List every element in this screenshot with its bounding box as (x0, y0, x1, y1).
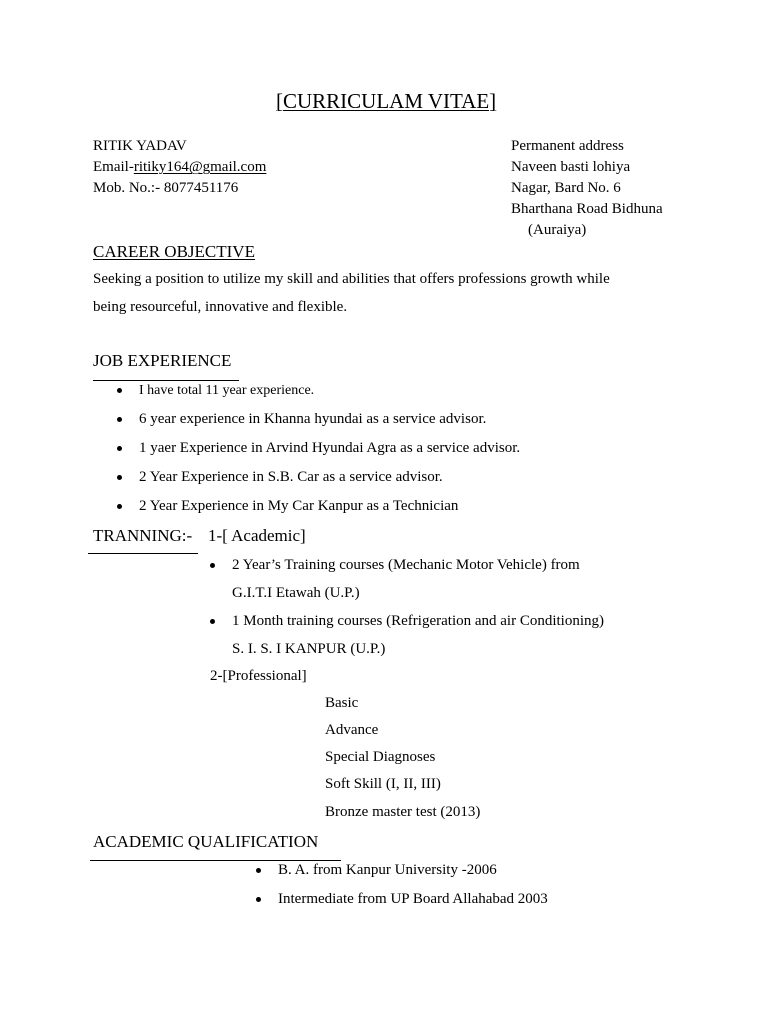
training-academic-label: 1-[ Academic] (208, 526, 306, 545)
training-item: 2 Year’s Training courses (Mechanic Motor Vehicle) from (232, 557, 580, 573)
training-professional-label: 2-[Professional] (210, 668, 307, 684)
career-objective-heading: CAREER OBJECTIVE (93, 242, 255, 261)
email-line (93, 160, 266, 175)
email-label: Email- (93, 159, 134, 175)
mobile-number: Mob. No.:- 8077451176 (93, 180, 239, 196)
bullet-icon (117, 475, 122, 480)
career-objective-text: Seeking a position to utilize my skill and abilities that offers professions growth while (93, 271, 610, 287)
academic-qualification-item: Intermediate from UP Board Allahabad 2003 (278, 891, 548, 907)
document-title: [CURRICULAM VITAE] (276, 89, 497, 113)
job-experience-item: 2 Year Experience in My Car Kanpur as a Technician (139, 498, 459, 514)
bullet-icon (210, 619, 215, 624)
bullet-icon (117, 504, 122, 509)
bullet-icon (117, 417, 122, 422)
job-experience-heading: JOB EXPERIENCE (93, 351, 232, 370)
training-item-institute: S. I. S. I KANPUR (U.P.) (232, 641, 386, 657)
address-line: Nagar, Bard No. 6 (511, 180, 621, 196)
professional-item: Special Diagnoses (325, 749, 436, 765)
professional-item: Basic (325, 695, 359, 711)
academic-qualification-heading: ACADEMIC QUALIFICATION (93, 832, 319, 851)
email-link[interactable]: ritiky164@gmail.com (133, 159, 267, 175)
job-experience-item: I have total 11 year experience. (139, 383, 315, 398)
bullet-icon (210, 563, 215, 568)
academic-qualification-item: B. A. from Kanpur University -2006 (278, 862, 497, 878)
heading-divider (88, 553, 198, 554)
bullet-icon (117, 446, 122, 451)
job-experience-item: 1 yaer Experience in Arvind Hyundai Agra as a service advisor. (139, 440, 521, 456)
address-line: Naveen basti lohiya (511, 159, 631, 175)
job-experience-item: 6 year experience in Khanna hyundai as a service advisor. (139, 411, 487, 427)
training-item-institute: G.I.T.I Etawah (U.P.) (232, 585, 360, 601)
professional-item: Soft Skill (I, II, III) (325, 776, 441, 792)
candidate-name: RITIK YADAV (93, 138, 187, 154)
bullet-icon (256, 897, 261, 902)
address-heading: Permanent address (511, 138, 624, 154)
job-experience-item: 2 Year Experience in S.B. Car as a service advisor. (139, 469, 443, 485)
heading-divider (93, 380, 239, 381)
professional-item: Advance (325, 722, 379, 738)
bullet-icon (117, 388, 122, 393)
training-item: 1 Month training courses (Refrigeration and air Conditioning) (232, 613, 605, 629)
address-line: (Auraiya) (528, 222, 587, 238)
heading-divider (90, 860, 341, 861)
professional-item: Bronze master test (2013) (325, 804, 481, 820)
training-heading: TRANNING:- (93, 526, 193, 545)
career-objective-text: being resourceful, innovative and flexible. (93, 299, 348, 315)
address-line: Bharthana Road Bidhuna (511, 201, 663, 217)
bullet-icon (256, 868, 261, 873)
